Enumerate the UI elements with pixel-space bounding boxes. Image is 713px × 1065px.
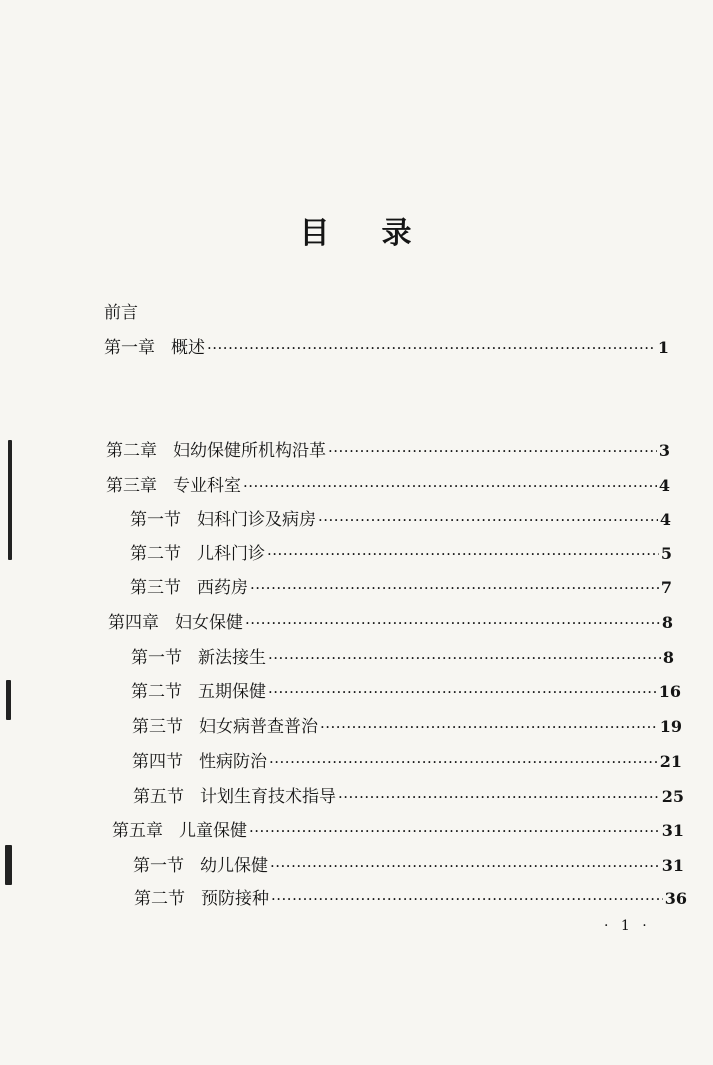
entry-page: 31 bbox=[661, 821, 684, 840]
toc-entry-section[interactable] bbox=[130, 577, 672, 599]
entry-page: 16 bbox=[658, 682, 681, 701]
toc-entry-chapter-5[interactable] bbox=[112, 820, 684, 842]
toc-entry-chapter-2[interactable] bbox=[106, 440, 670, 462]
entry-number: 第二节 bbox=[130, 544, 181, 564]
entry-title: 西药房 bbox=[197, 578, 248, 598]
leader-dots bbox=[267, 543, 659, 565]
entry-number: 第四节 bbox=[132, 752, 183, 772]
toc-entry-section[interactable] bbox=[132, 751, 682, 773]
title-char-2: 录 bbox=[381, 216, 414, 251]
leader-dots bbox=[250, 577, 659, 599]
toc-entry-chapter-3[interactable] bbox=[106, 475, 670, 497]
entry-title: 概述 bbox=[171, 338, 205, 358]
toc-entry-section[interactable] bbox=[131, 647, 674, 669]
toc-entry-section[interactable] bbox=[130, 509, 671, 531]
entry-page: 25 bbox=[661, 787, 684, 806]
scan-mark bbox=[8, 440, 12, 560]
entry-page: 4 bbox=[659, 510, 671, 529]
leader-dots bbox=[269, 751, 658, 773]
leader-dots bbox=[268, 681, 657, 703]
entry-number: 第二章 bbox=[106, 441, 157, 461]
entry-number: 第五节 bbox=[133, 787, 184, 807]
entry-page: 31 bbox=[661, 856, 684, 875]
entry-number: 第二节 bbox=[134, 889, 185, 909]
entry-page: 8 bbox=[661, 613, 673, 632]
scan-mark bbox=[6, 680, 11, 720]
leader-dots bbox=[270, 855, 660, 877]
leader-dots bbox=[243, 475, 657, 497]
entry-title: 幼儿保健 bbox=[200, 856, 268, 876]
entry-title: 五期保健 bbox=[198, 682, 266, 702]
leader-dots bbox=[245, 612, 660, 634]
toc-entry-section[interactable] bbox=[132, 716, 682, 738]
entry-title: 妇女病普查普治 bbox=[199, 717, 318, 737]
entry-number: 第三节 bbox=[130, 578, 181, 598]
entry-title: 新法接生 bbox=[198, 648, 266, 668]
entry-number: 第一节 bbox=[133, 856, 184, 876]
entry-page: 3 bbox=[658, 441, 670, 460]
entry-title: 儿童保健 bbox=[179, 821, 247, 841]
entry-number: 第三节 bbox=[132, 717, 183, 737]
leader-dots bbox=[328, 440, 657, 462]
entry-number: 第二节 bbox=[131, 682, 182, 702]
scan-mark bbox=[5, 845, 12, 885]
entry-title: 性病防治 bbox=[199, 752, 267, 772]
entry-number: 第一节 bbox=[131, 648, 182, 668]
title-char-1: 目 bbox=[299, 216, 332, 251]
leader-dots bbox=[338, 786, 660, 808]
toc-entry-section[interactable] bbox=[133, 855, 684, 877]
entry-page: 5 bbox=[660, 544, 672, 563]
entry-page: 8 bbox=[662, 648, 674, 667]
entry-page: 4 bbox=[658, 476, 670, 495]
toc-entry-section[interactable] bbox=[130, 543, 672, 565]
entry-title: 妇幼保健所机构沿革 bbox=[173, 441, 326, 461]
leader-dots bbox=[271, 888, 663, 910]
entry-number: 第三章 bbox=[106, 476, 157, 496]
toc-entry-section[interactable] bbox=[133, 786, 684, 808]
toc-entry-chapter-1[interactable] bbox=[104, 337, 669, 359]
entry-page: 1 bbox=[657, 338, 669, 357]
entry-title: 妇女保健 bbox=[175, 613, 243, 633]
entry-number: 第一章 bbox=[104, 338, 155, 358]
leader-dots bbox=[320, 716, 658, 738]
page-number-footer: · 1 · bbox=[604, 918, 651, 934]
preface-label: 前言 bbox=[104, 303, 138, 323]
toc-entry-section[interactable] bbox=[134, 888, 687, 910]
leader-dots bbox=[268, 647, 661, 669]
entry-page: 21 bbox=[659, 752, 682, 771]
toc-entry-section[interactable] bbox=[131, 681, 681, 703]
entry-title: 计划生育技术指导 bbox=[200, 787, 336, 807]
entry-number: 第一节 bbox=[130, 510, 181, 530]
entry-page: 36 bbox=[664, 889, 687, 908]
leader-dots bbox=[207, 337, 656, 359]
entry-title: 预防接种 bbox=[201, 889, 269, 909]
entry-page: 19 bbox=[659, 717, 682, 736]
leader-dots bbox=[249, 820, 660, 842]
entry-number: 第四章 bbox=[108, 613, 159, 633]
entry-title: 专业科室 bbox=[173, 476, 241, 496]
entry-title: 妇科门诊及病房 bbox=[197, 510, 316, 530]
page-title bbox=[0, 208, 713, 252]
entry-page: 7 bbox=[660, 578, 672, 597]
entry-title: 儿科门诊 bbox=[197, 544, 265, 564]
leader-dots bbox=[318, 509, 658, 531]
toc-entry-chapter-4[interactable] bbox=[108, 612, 673, 634]
entry-number: 第五章 bbox=[112, 821, 163, 841]
